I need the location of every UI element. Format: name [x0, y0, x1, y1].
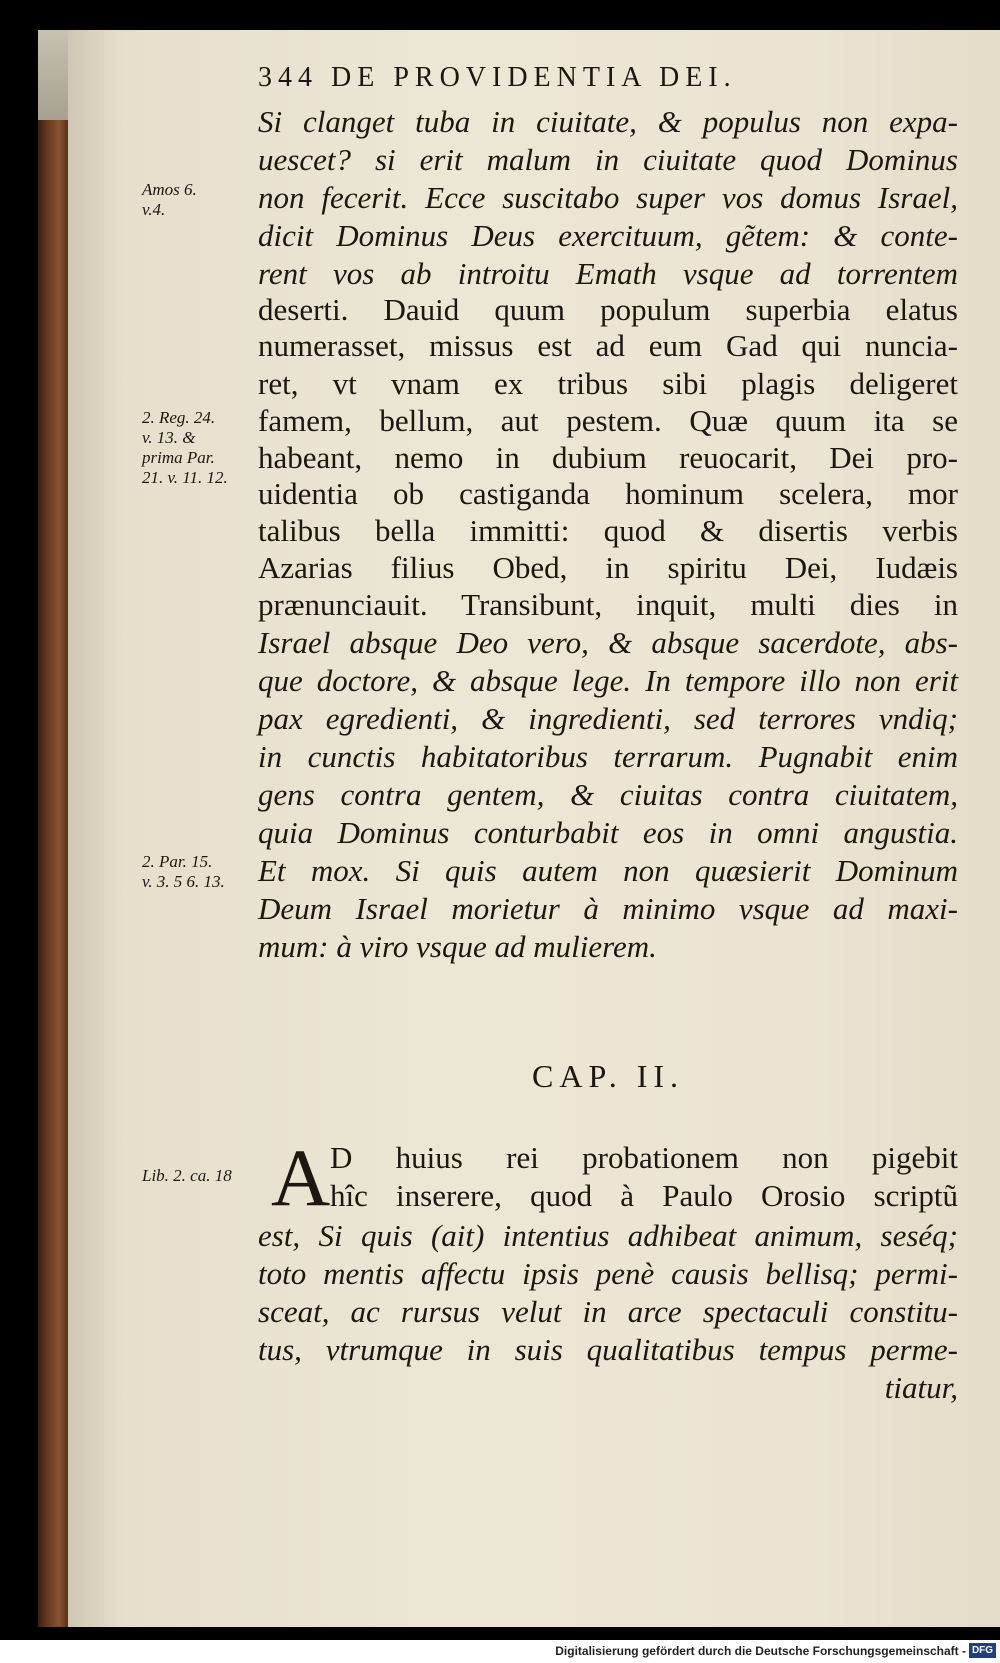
margin-note-lib — [142, 1166, 260, 1186]
margin-note-amos — [142, 180, 260, 220]
chapter-line: tus, vtrumque in suis qualitatibus tempus perme- — [258, 1332, 958, 1367]
chapter-heading: CAP. II. — [531, 1058, 684, 1094]
margin-note-line: prima Par. — [142, 448, 215, 467]
body-line: gens contra gentem, & ciuitas contra ciuitatem, — [258, 777, 958, 812]
body-line: mum: à viro vsque ad mulierem. — [258, 929, 657, 964]
body-line: quia Dominus conturbabit eos in omni angustia. — [258, 815, 958, 850]
body-line: Israel absque Deo vero, & absque sacerdote, abs- — [258, 625, 958, 660]
drop-initial: A — [271, 1132, 331, 1223]
margin-note-line: Amos 6. — [142, 180, 197, 199]
body-line: que doctore, & absque lege. In tempore illo non erit — [258, 663, 958, 698]
body-line: Deum Israel morietur à minimo vsque ad maxi- — [258, 891, 958, 926]
margin-note-line: v. 13. & — [142, 428, 196, 447]
body-line: non fecerit. Ecce suscitabo super vos domus Israel, — [258, 180, 958, 215]
chapter-line: est, Si quis (ait) intentius adhibeat animum, seséq; — [258, 1218, 958, 1253]
body-line: famem, bellum, aut pestem. Quæ quum ita se — [258, 403, 958, 438]
margin-note-line: v.4. — [142, 200, 166, 219]
margin-note-line: 2. Par. 15. — [142, 852, 213, 871]
body-line: Azarias filius Obed, in spiritu Dei, Iudæis — [258, 550, 958, 585]
margin-note-line: 21. v. 11. 12. — [142, 468, 228, 487]
chapter-line: sceat, ac rursus velut in arce spectaculi constitu- — [258, 1294, 958, 1329]
book-cover-edge-top — [38, 30, 68, 120]
body-line: uescet? si erit malum in ciuitate quod Dominus — [258, 142, 958, 177]
body-line: numerasset, missus est ad eum Gad qui nuncia- — [258, 328, 958, 363]
body-line: dicit Dominus Deus exercituum, gẽtem: & conte- — [258, 218, 958, 253]
running-head: 344 DE PROVIDENTIA DEI. — [258, 62, 737, 93]
chapter-line: tiatur, — [884, 1370, 958, 1405]
chapter-line: hîc inserere, quod à Paulo Orosio scriptũ — [330, 1178, 958, 1213]
margin-note-par — [142, 852, 260, 892]
margin-note-line: v. 3. 5 6. 13. — [142, 872, 225, 891]
body-line: talibus bella immitti: quod & disertis verbis — [258, 513, 958, 548]
dfg-logo: DFG — [969, 1643, 996, 1658]
body-line: rent vos ab introitu Emath vsque ad torrentem — [258, 256, 958, 291]
body-line: uidentia ob castiganda hominum scelera, mor — [258, 476, 958, 511]
margin-note-reg — [142, 408, 260, 488]
body-line: deserti. Dauid quum populum superbia elatus — [258, 292, 958, 327]
footer-bar — [0, 1640, 1000, 1663]
book-cover-edge — [38, 32, 68, 1627]
body-line: habeant, nemo in dubium reuocarit, Dei pro- — [258, 440, 958, 475]
margin-note-line: Lib. 2. ca. 18 — [142, 1166, 232, 1185]
footer-credit: Digitalisierung gefördert durch die Deutsche Forschungsgemeinschaft - — [555, 1644, 966, 1658]
body-line: ret, vt vnam ex tribus sibi plagis deligeret — [258, 366, 958, 401]
body-line: in cunctis habitatoribus terrarum. Pugnabit enim — [258, 739, 958, 774]
body-line: Et mox. Si quis autem non quæsierit Dominum — [258, 853, 958, 888]
body-line: prænunciauit. Transibunt, inquit, multi dies in — [258, 587, 958, 622]
chapter-line: D huius rei probationem non pigebit — [330, 1140, 958, 1175]
chapter-line: toto mentis affectu ipsis penè causis bellisq; permi- — [258, 1256, 958, 1291]
margin-note-line: 2. Reg. 24. — [142, 408, 216, 427]
body-line: Si clanget tuba in ciuitate, & populus non expa- — [258, 104, 958, 139]
body-line: pax egredienti, & ingredienti, sed terrores vndiq; — [258, 701, 958, 736]
book-page — [68, 30, 1000, 1627]
